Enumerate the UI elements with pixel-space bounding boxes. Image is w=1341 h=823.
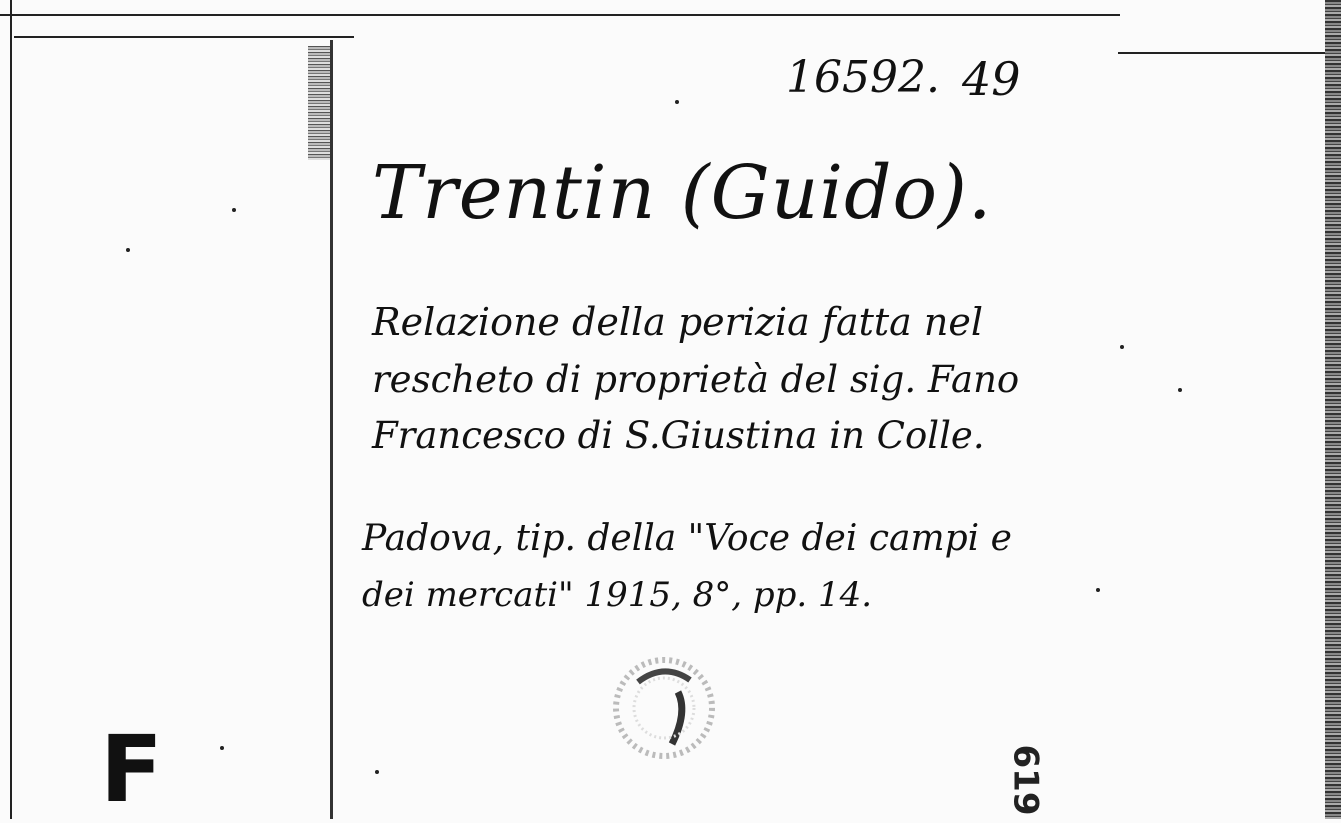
top-right-line — [1118, 52, 1328, 54]
imprint-line-2: dei mercati" 1915, 8°, pp. 14. — [362, 575, 873, 615]
imprint-line-1: Padova, tip. della "Voce dei campi e — [362, 518, 1012, 559]
left-border-line — [10, 0, 12, 819]
side-number: 619 — [1005, 744, 1046, 816]
library-stamp — [608, 652, 720, 764]
author-heading: Trentin (Guido). — [372, 150, 993, 236]
title-line-1: Relazione della perizia fatta nel — [372, 300, 984, 344]
divider-line — [330, 40, 333, 819]
speck — [1178, 388, 1182, 392]
corner-mark: F — [100, 716, 163, 823]
speck — [675, 100, 679, 104]
title-line-2: rescheto di proprietà del sig. Fano — [372, 358, 1020, 401]
speck — [126, 248, 130, 252]
top-border-line — [0, 14, 1120, 16]
right-edge-texture — [1325, 0, 1341, 819]
title-line-3: Francesco di S.Giustina in Colle. — [372, 414, 985, 457]
binding-strip — [308, 46, 330, 160]
speck — [375, 770, 379, 774]
speck — [1120, 345, 1124, 349]
speck — [232, 208, 236, 212]
ref-number: 16592. — [786, 52, 940, 103]
top-inner-line — [14, 36, 354, 38]
speck — [1096, 588, 1100, 592]
ref-suffix: 49 — [962, 52, 1021, 106]
speck — [220, 746, 224, 750]
